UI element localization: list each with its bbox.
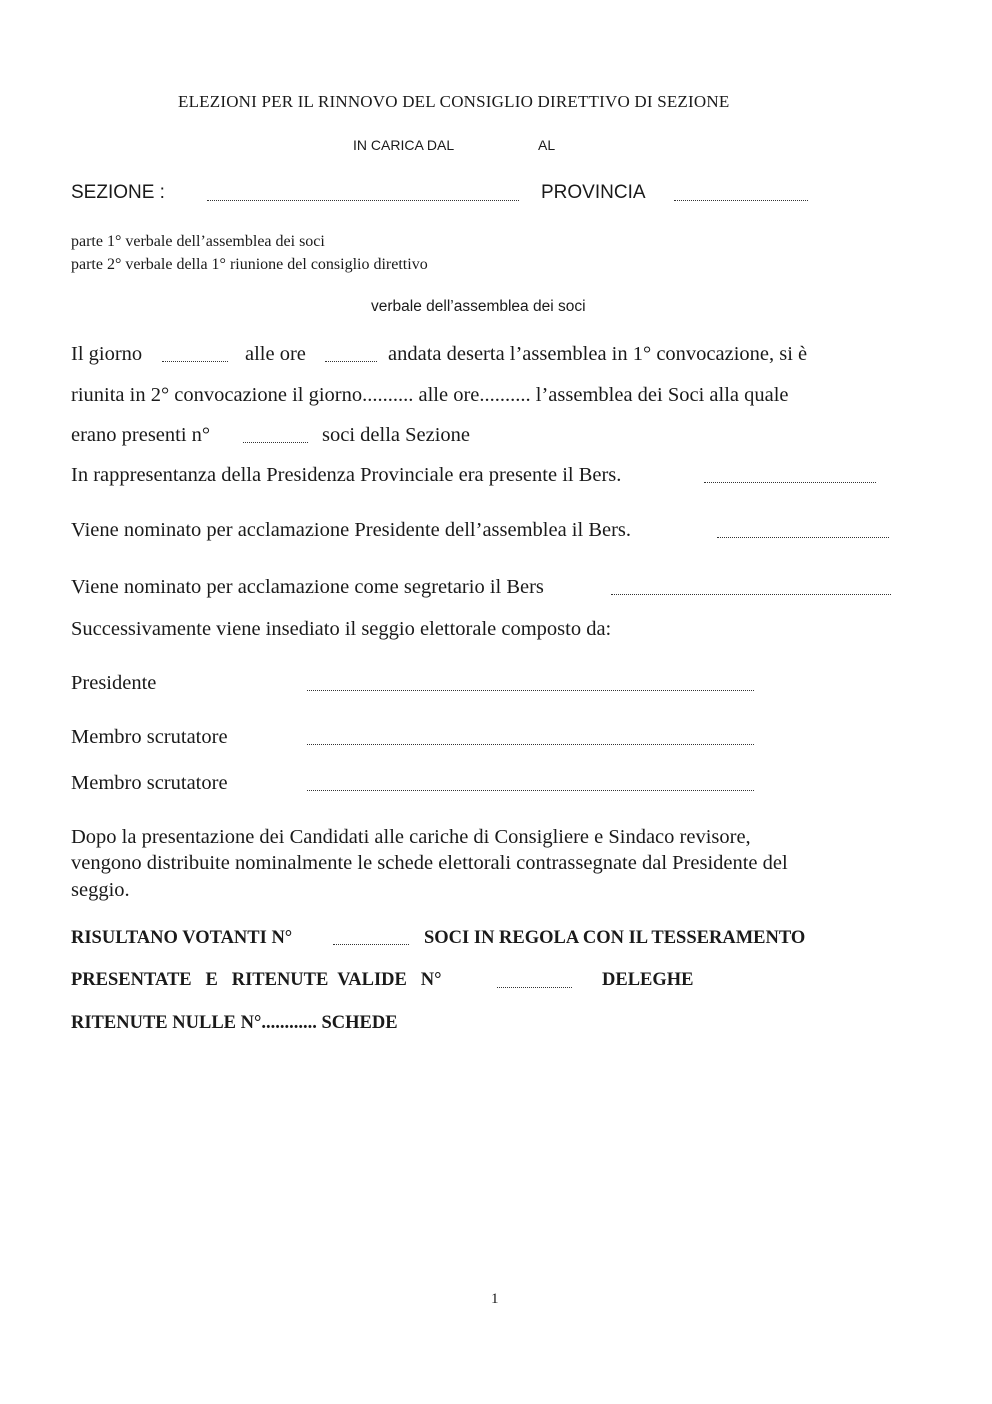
rappresentanza-field[interactable] (704, 482, 876, 483)
in-carica-dal-label: IN CARICA DAL (353, 137, 455, 153)
votanti-field[interactable] (333, 944, 409, 945)
segretario-text: Viene nominato per acclamazione come segretario il Bers (71, 576, 544, 598)
presenti-field[interactable] (243, 442, 308, 443)
part-1-line: parte 1° verbale dell’assemblea dei soci (71, 233, 325, 250)
presidente-assemblea-text: Viene nominato per acclamazione Presidente dell’assemblea il Bers. (71, 519, 632, 541)
sezione-field[interactable] (207, 200, 519, 201)
page-number: 1 (491, 1291, 499, 1307)
provincia-label: PROVINCIA (541, 182, 646, 203)
deleghe-word: DELEGHE (602, 970, 694, 990)
presidente-assemblea-field[interactable] (717, 537, 889, 538)
presidente-seggio-field[interactable] (307, 690, 754, 691)
seconda-convocazione-text: riunita in 2° convocazione il giorno.......... alle ore.......... l’assemblea dei Soci alla quale (71, 384, 789, 406)
presenti-label: erano presenti n° (71, 424, 211, 446)
sezione-label: SEZIONE : (71, 182, 165, 203)
paragraph-line-3: seggio. (71, 879, 130, 901)
deleghe-field[interactable] (497, 987, 572, 988)
membro-scrutatore-1-label: Membro scrutatore (71, 726, 228, 748)
seggio-intro-text: Successivamente viene insediato il seggio elettorale composto da: (71, 618, 612, 640)
section-heading: verbale dell’assemblea dei soci (371, 298, 586, 315)
nulle-label: RITENUTE NULLE N°............ SCHEDE (71, 1013, 398, 1033)
provincia-field[interactable] (674, 200, 808, 201)
al-label: AL (538, 137, 556, 153)
ore-field[interactable] (325, 361, 377, 362)
part-2-line: parte 2° verbale della 1° riunione del consiglio direttivo (71, 256, 428, 273)
deleghe-label: PRESENTATE E RITENUTE VALIDE N° (71, 970, 442, 990)
giorno-label: Il giorno (71, 343, 143, 365)
soci-regola-label: SOCI IN REGOLA CON IL TESSERAMENTO (424, 928, 806, 948)
paragraph-line-1: Dopo la presentazione dei Candidati alle cariche di Consigliere e Sindaco revisore, (71, 826, 751, 848)
membro-scrutatore-1-field[interactable] (307, 744, 754, 745)
segretario-field[interactable] (611, 594, 891, 595)
presidente-seggio-label: Presidente (71, 672, 157, 694)
giorno-field[interactable] (162, 361, 228, 362)
votanti-label: RISULTANO VOTANTI N° (71, 928, 293, 948)
membro-scrutatore-2-field[interactable] (307, 790, 754, 791)
ore-label: alle ore (245, 343, 306, 365)
paragraph-line-2: vengono distribuite nominalmente le schede elettorali contrassegnate dal Presidente del (71, 852, 788, 874)
membro-scrutatore-2-label: Membro scrutatore (71, 772, 228, 794)
deserta-text: andata deserta l’assemblea in 1° convocazione, si è (388, 343, 808, 365)
rappresentanza-text: In rappresentanza della Presidenza Provinciale era presente il Bers. (71, 464, 622, 486)
soci-sezione-text: soci della Sezione (322, 424, 471, 446)
document-title: ELEZIONI PER IL RINNOVO DEL CONSIGLIO DIRETTIVO DI SEZIONE (178, 92, 730, 111)
